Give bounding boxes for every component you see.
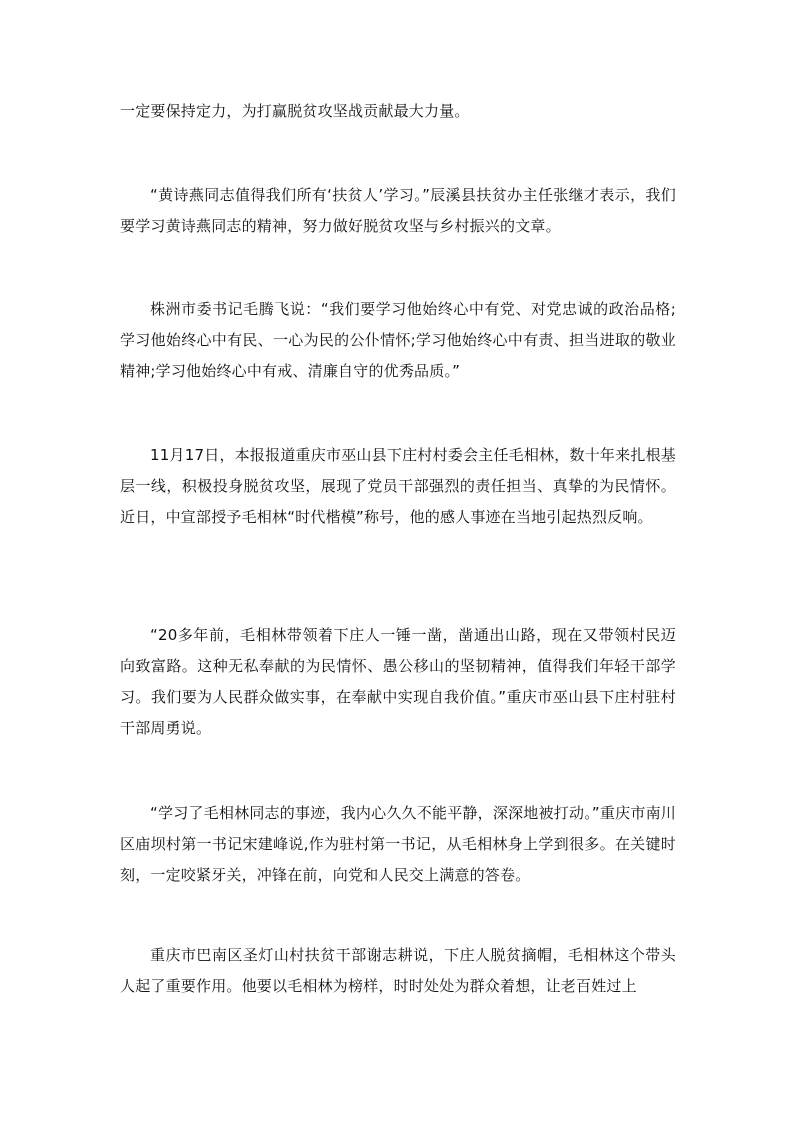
paragraph: “黄诗燕同志值得我们所有‘扶贫人’学习。”辰溪县扶贫办主任张继才表示，我们要学习黄诗燕同志的精神，努力做好脱贫攻坚与乡村振兴的文章。	[120, 186, 676, 235]
paragraph: “20多年前，毛相林带领着下庄人一锤一凿，凿通出山路，现在又带领村民迈向致富路。这种无私奉献的为民情怀、愚公移山的坚韧精神，值得我们年轻干部学习。我们要为人民群众做实事，在奉献中实现自我价值。”重庆市巫山县下庄村驻村干部周勇说。	[120, 626, 676, 737]
paragraph: “学习了毛相林同志的事迹，我内心久久不能平静，深深地被打动。”重庆市南川区庙坝村第一书记宋建峰说,作为驻村第一书记，从毛相林身上学到很多。在关键时刻，一定咬紧牙关，冲锋在前，向党和人民交上满意的答卷。	[120, 804, 676, 884]
paragraph: 一定要保持定力，为打赢脱贫攻坚战贡献最大力量。	[120, 102, 470, 120]
paragraph: 11月17日，本报报道重庆市巫山县下庄村村委会主任毛相林，数十年来扎根基层一线，积极投身脱贫攻坚，展现了党员干部强烈的责任担当、真挚的为民情怀。近日，中宣部授予毛相林“时代楷模”称号，他的感人事迹在当地引起热烈反响。	[120, 446, 676, 526]
paragraph: 重庆市巴南区圣灯山村扶贫干部谢志耕说，下庄人脱贫摘帽，毛相林这个带头人起了重要作用。他要以毛相林为榜样，时时处处为群众着想，让老百姓过上	[120, 946, 676, 995]
paragraph: 株洲市委书记毛腾飞说：“我们要学习他始终心中有党、对党忠诚的政治品格;学习他始终心中有民、一心为民的公仆情怀;学习他始终心中有责、担当进取的敬业精神;学习他始终心中有戒、清廉自守的优秀品质。”	[120, 300, 676, 380]
